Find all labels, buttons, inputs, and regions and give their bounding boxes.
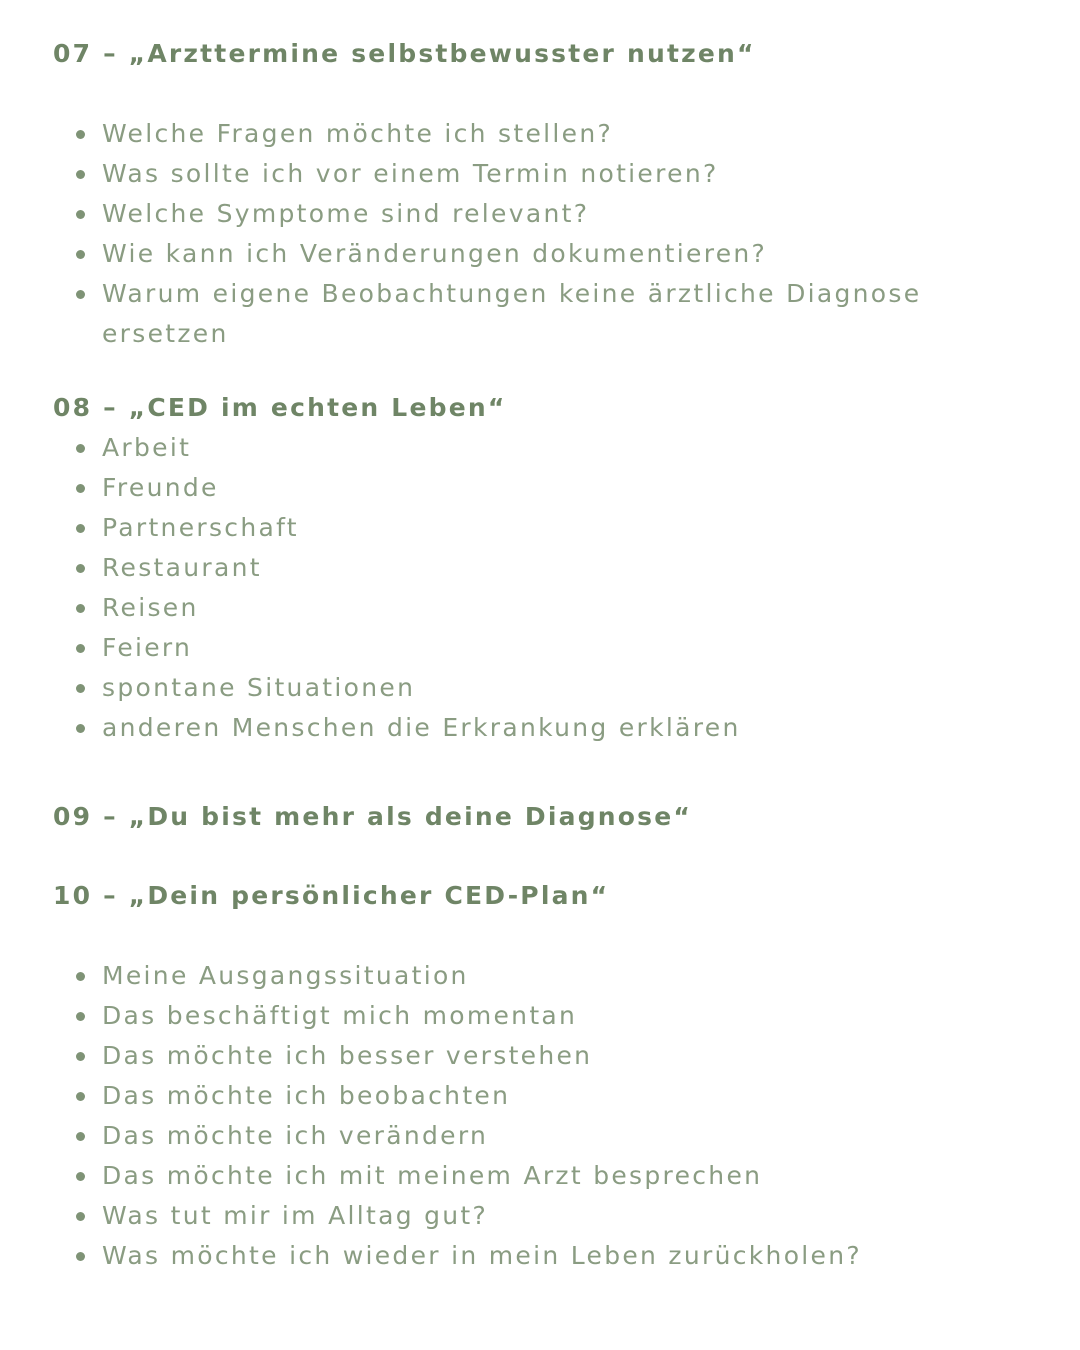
list-item: Welche Symptome sind relevant? — [53, 194, 1013, 234]
list-item: Restaurant — [53, 548, 1013, 588]
list-item: Das möchte ich verändern — [53, 1116, 1013, 1156]
list-item: Feiern — [53, 628, 1013, 668]
list-item: Was sollte ich vor einem Termin notieren? — [53, 154, 1013, 194]
list-item: Was möchte ich wieder in mein Leben zurückholen? — [53, 1236, 1013, 1276]
list-item: Das möchte ich mit meinem Arzt besprechen — [53, 1156, 1013, 1196]
section-08-heading: 08 – „CED im echten Leben“ — [53, 393, 507, 422]
list-item: anderen Menschen die Erkrankung erklären — [53, 708, 1013, 748]
section-07-heading: 07 – „Arzttermine selbstbewusster nutzen“ — [53, 39, 756, 68]
list-item: Wie kann ich Veränderungen dokumentieren? — [53, 234, 1013, 274]
section-10-list — [53, 956, 1013, 1276]
list-item: Warum eigene Beobachtungen keine ärztliche Diagnose ersetzen — [53, 274, 1013, 354]
section-07-list — [53, 114, 1013, 354]
section-10-heading: 10 – „Dein persönlicher CED-Plan“ — [53, 881, 610, 910]
list-item: Das möchte ich besser verstehen — [53, 1036, 1013, 1076]
list-item: spontane Situationen — [53, 668, 1013, 708]
section-08-list — [53, 428, 1013, 748]
list-item: Was tut mir im Alltag gut? — [53, 1196, 1013, 1236]
list-item: Reisen — [53, 588, 1013, 628]
list-item: Partnerschaft — [53, 508, 1013, 548]
list-item: Das beschäftigt mich momentan — [53, 996, 1013, 1036]
list-item: Arbeit — [53, 428, 1013, 468]
list-item: Welche Fragen möchte ich stellen? — [53, 114, 1013, 154]
list-item: Freunde — [53, 468, 1013, 508]
section-09-heading: 09 – „Du bist mehr als deine Diagnose“ — [53, 802, 693, 831]
list-item: Meine Ausgangssituation — [53, 956, 1013, 996]
list-item: Das möchte ich beobachten — [53, 1076, 1013, 1116]
